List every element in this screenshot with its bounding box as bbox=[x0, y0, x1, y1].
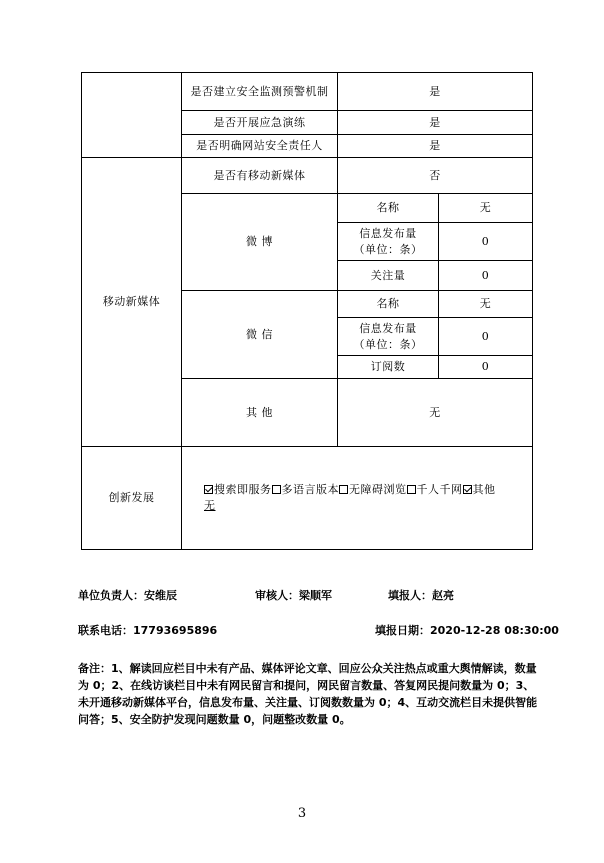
innovation-option-label: 千人千网 bbox=[416, 483, 463, 496]
innovation-option-label: 搜索即服务 bbox=[214, 483, 272, 496]
unit-head: 单位负责人：安维辰 bbox=[78, 589, 177, 602]
weibo-label: 微 博 bbox=[182, 194, 338, 291]
table-row bbox=[82, 158, 533, 194]
unchecked-checkbox-icon bbox=[339, 485, 348, 494]
innovation-option bbox=[463, 483, 496, 496]
weibo-name-label: 名称 bbox=[338, 194, 439, 223]
table-row bbox=[82, 73, 533, 111]
wechat-subscribers-value: 0 bbox=[439, 356, 533, 379]
innovation-option bbox=[339, 483, 407, 496]
monitoring-label: 是否建立安全监测预警机制 bbox=[182, 73, 338, 111]
weibo-posts-value: 0 bbox=[439, 223, 533, 261]
weibo-followers-value: 0 bbox=[439, 261, 533, 291]
contact-phone: 联系电话：17793695896 bbox=[78, 624, 218, 637]
innovation-section-label: 创新发展 bbox=[82, 447, 182, 550]
innovation-option bbox=[204, 483, 272, 496]
new-media-section-label: 移动新媒体 bbox=[82, 158, 182, 447]
wechat-posts-label: 信息发布量 （单位：条） bbox=[338, 318, 439, 356]
has-new-media-label: 是否有移动新媒体 bbox=[182, 158, 338, 194]
checked-checkbox-icon bbox=[463, 485, 472, 494]
wechat-name-value: 无 bbox=[439, 291, 533, 318]
unchecked-checkbox-icon bbox=[272, 485, 281, 494]
wechat-subscribers-label: 订阅数 bbox=[338, 356, 439, 379]
innovation-options bbox=[182, 447, 533, 550]
innovation-other-text: 无 bbox=[204, 499, 216, 512]
innovation-option-label: 无障碍浏览 bbox=[349, 483, 407, 496]
drill-label: 是否开展应急演练 bbox=[182, 111, 338, 135]
monitoring-value: 是 bbox=[338, 73, 533, 111]
page-number: 3 bbox=[297, 806, 307, 821]
wechat-label: 微 信 bbox=[182, 291, 338, 379]
innovation-option-label: 其他 bbox=[472, 483, 496, 496]
weibo-name-value: 无 bbox=[439, 194, 533, 223]
officer-label: 是否明确网站安全责任人 bbox=[182, 135, 338, 158]
wechat-name-label: 名称 bbox=[338, 291, 439, 318]
checked-checkbox-icon bbox=[204, 485, 213, 494]
weibo-followers-label: 关注量 bbox=[338, 261, 439, 291]
remarks-note: 备注：1、解读回应栏目中未有产品、媒体评论文章、回应公众关注热点或重大舆情解读，数量为 0；2、在线访谈栏目中未有网民留言和提问，网民留言数量、答复网民提问数量为 0；3、未开通移动新媒体平台，信息发布量、关注量、订阅数数量为 0；4、互动交流栏目未提供智能问答；5、安全防护发现问题数量 0，问题整改数量 0。 bbox=[78, 662, 538, 726]
wechat-posts-value: 0 bbox=[439, 318, 533, 356]
unchecked-checkbox-icon bbox=[407, 485, 416, 494]
innovation-option-label: 多语言版本 bbox=[281, 483, 339, 496]
drill-value: 是 bbox=[338, 111, 533, 135]
security-section-cell bbox=[82, 73, 182, 158]
table-row bbox=[82, 447, 533, 550]
innovation-option bbox=[407, 483, 463, 496]
has-new-media-value: 否 bbox=[338, 158, 533, 194]
weibo-posts-label: 信息发布量 （单位：条） bbox=[338, 223, 439, 261]
filler: 填报人：赵亮 bbox=[388, 589, 454, 602]
innovation-option-list bbox=[204, 483, 496, 496]
officer-value: 是 bbox=[338, 135, 533, 158]
report-table bbox=[81, 72, 533, 550]
fill-date: 填报日期：2020-12-28 08:30:00 bbox=[375, 624, 559, 637]
innovation-option bbox=[272, 483, 340, 496]
reviewer: 审核人：梁顺军 bbox=[255, 589, 332, 602]
other-media-label: 其 他 bbox=[182, 379, 338, 447]
other-media-value: 无 bbox=[338, 379, 533, 447]
